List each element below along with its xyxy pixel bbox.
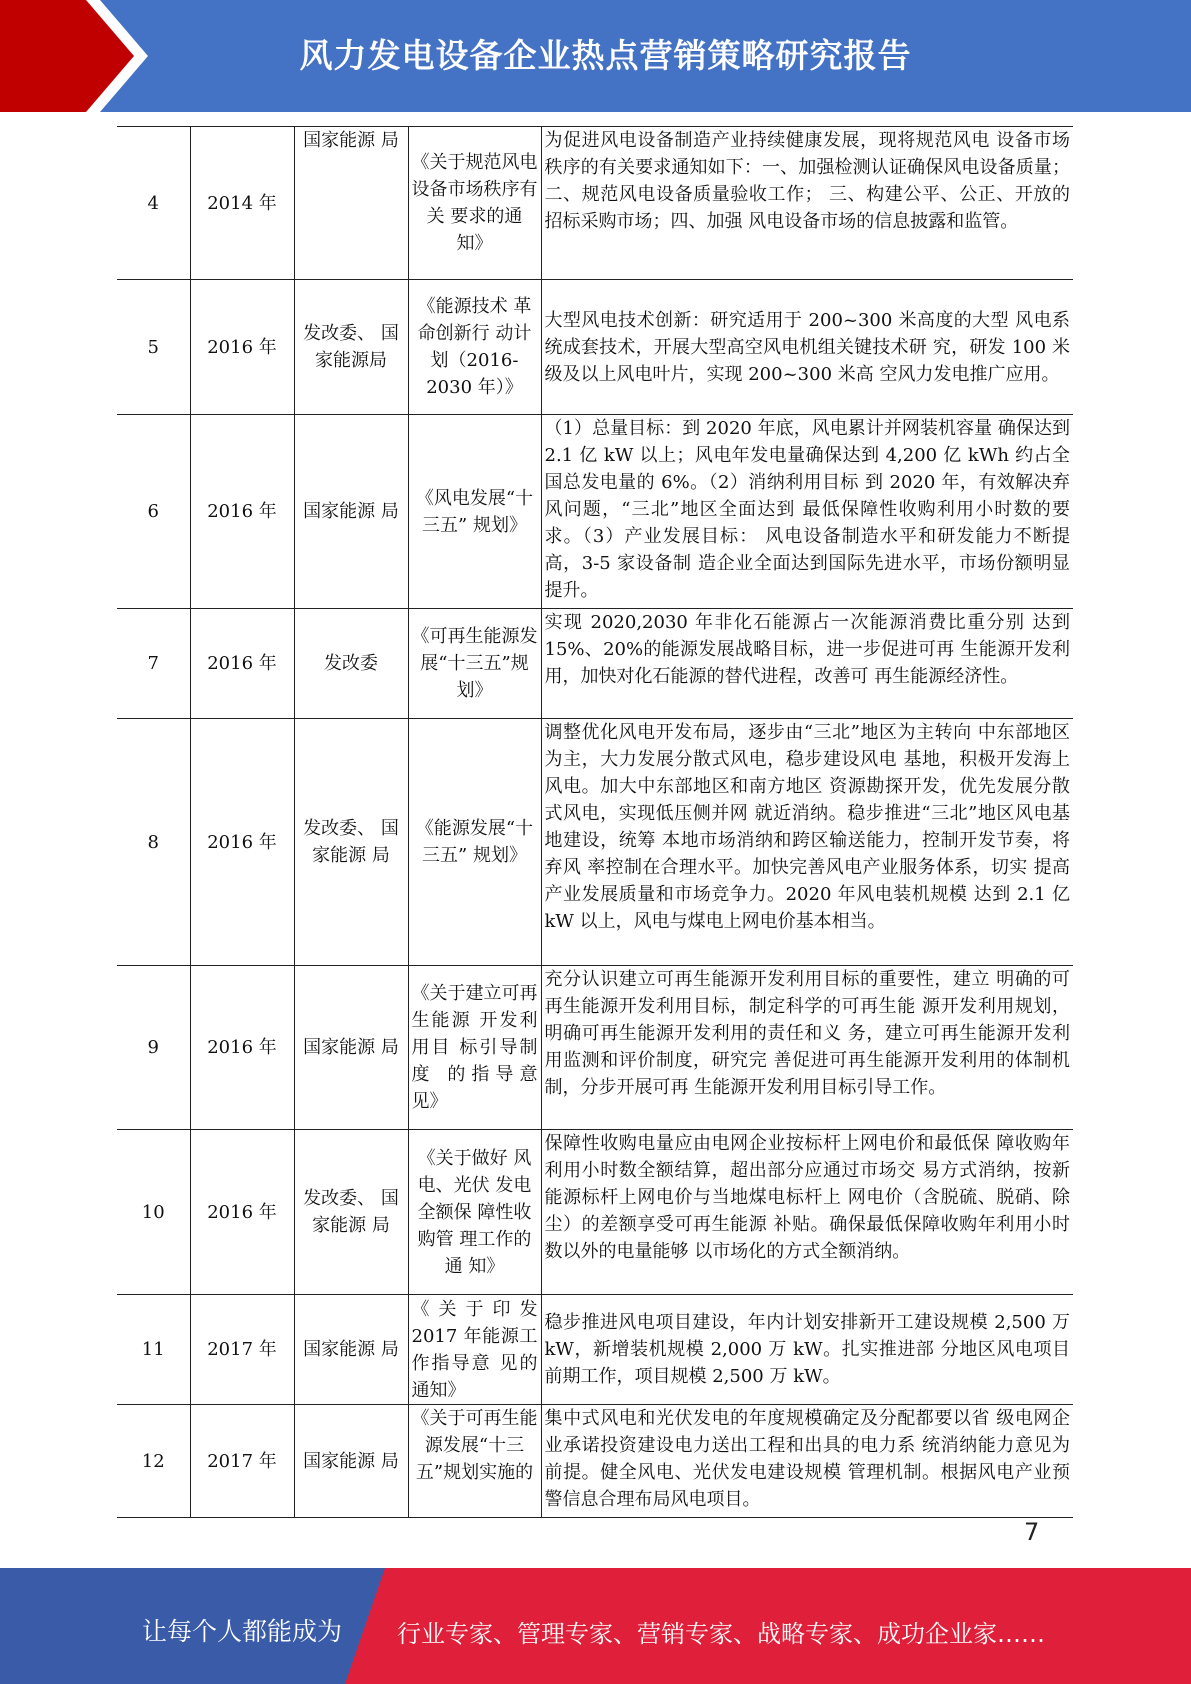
table-row — [117, 1295, 1073, 1405]
row-description: 充分认识建立可再生能源开发利用目标的重要性，建立 明确的可再生能源开发利用目标，制定科学的可再生能 源开发利用规划，明确可再生能源开发利用的责任和义 务，建立可再生能源开发利用监测和评价制度，研究完 善促进可再生能源开发利用的体制机制，分步开展可再 生能源开发利用目标引导工作。 — [541, 966, 1073, 1130]
policy-table — [117, 126, 1073, 1518]
row-department: 国家能源 局 — [294, 1405, 408, 1518]
row-document: 《能源技术 革命创新行 动计划（2016-2030 年）》 — [408, 280, 541, 415]
row-year: 2016 年 — [190, 609, 294, 719]
row-number: 4 — [117, 127, 190, 280]
table-row — [117, 966, 1073, 1130]
table-row — [117, 609, 1073, 719]
row-document: 《关于做好 风电、光伏 发电全额保 障性收购管 理工作的通 知》 — [408, 1130, 541, 1295]
table-row — [117, 1405, 1073, 1518]
row-year: 2016 年 — [190, 1130, 294, 1295]
row-description: 稳步推进风电项目建设，年内计划安排新开工建设规模 2,500 万 kW，新增装机规模 2,000 万 kW。扎实推进部 分地区风电项目前期工作，项目规模 2,500 万 kW。 — [541, 1295, 1073, 1405]
row-document: 《关于印发2017 年能源工作指导意 见的通知》 — [408, 1295, 541, 1405]
row-description: 实现 2020,2030 年非化石能源占一次能源消费比重分别 达到 15%、20%的能源发展战略目标，进一步促进可再 生能源开发利用，加快对化石能源的替代进程，改善可 再生能源经济性。 — [541, 609, 1073, 719]
row-department: 发改委 — [294, 609, 408, 719]
row-year: 2016 年 — [190, 719, 294, 966]
table-row — [117, 127, 1073, 280]
row-number: 7 — [117, 609, 190, 719]
table-row — [117, 1130, 1073, 1295]
row-department: 发改委、 国家能源 局 — [294, 1130, 408, 1295]
row-year: 2016 年 — [190, 966, 294, 1130]
footer-slogan-right: 行业专家、管理专家、营销专家、战略专家、成功企业家…… — [397, 1620, 1045, 1648]
row-year: 2017 年 — [190, 1405, 294, 1518]
row-number: 10 — [117, 1130, 190, 1295]
table-row — [117, 719, 1073, 966]
row-document: 《能源发展“十三五” 规划》 — [408, 719, 541, 966]
page-footer — [0, 1568, 1191, 1684]
row-document: 《风电发展“十三五” 规划》 — [408, 415, 541, 609]
row-number: 11 — [117, 1295, 190, 1405]
table-row — [117, 415, 1073, 609]
policy-table-container — [117, 126, 1073, 1518]
row-department: 发改委、 国家能源局 — [294, 280, 408, 415]
row-document: 《可再生能源发展“十三五”规 划》 — [408, 609, 541, 719]
row-department: 国家能源 局 — [294, 1295, 408, 1405]
row-department: 发改委、 国家能源 局 — [294, 719, 408, 966]
row-document: 《关于规范风电设备市场秩序有关 要求的通 知》 — [408, 127, 541, 280]
row-document: 《关于建立可再生能源 开发利用目 标引导制度 的指导意 见》 — [408, 966, 541, 1130]
table-row — [117, 280, 1073, 415]
row-department: 国家能源 局 — [294, 415, 408, 609]
row-description: 集中式风电和光伏发电的年度规模确定及分配都要以省 级电网企业承诺投资建设电力送出工程和出具的电力系 统消纳能力意见为前提。健全风电、光伏发电建设规模 管理机制。根据风电产业预警信息合理布局风电项目。 — [541, 1405, 1073, 1518]
row-number: 8 — [117, 719, 190, 966]
row-year: 2016 年 — [190, 415, 294, 609]
row-year: 2016 年 — [190, 280, 294, 415]
page-number: 7 — [1024, 1518, 1040, 1546]
footer-slogan-left: 让每个人都能成为 — [142, 1617, 343, 1646]
row-description: 大型风电技术创新：研究适用于 200~300 米高度的大型 风电系统成套技术，开展大型高空风电机组关键技术研 究，研发 100 米级及以上风电叶片，实现 200~300 米高 空风力发电推广应用。 — [541, 280, 1073, 415]
row-description: 保障性收购电量应由电网企业按标杆上网电价和最低保 障收购年利用小时数全额结算，超出部分应通过市场交 易方式消纳，按新能源标杆上网电价与当地煤电标杆上 网电价（含脱硫、脱硝、除尘）的差额享受可再生能源 补贴。确保最低保障收购年利用小时数以外的电量能够 以市场化的方式全额消纳。 — [541, 1130, 1073, 1295]
row-number: 9 — [117, 966, 190, 1130]
row-number: 5 — [117, 280, 190, 415]
row-number: 6 — [117, 415, 190, 609]
page-title: 风力发电设备企业热点营销策略研究报告 — [299, 36, 912, 75]
row-description: （1）总量目标：到 2020 年底，风电累计并网装机容量 确保达到 2.1 亿 kW 以上；风电年发电量确保达到 4,200 亿 kWh 约占全国总发电量的 6%。（2）消纳利用目标 到 2020 年，有效解决弃风问题，“三北”地区全面达到 最低保障性收购利用小时数的要求。（3）产业发展目标： 风电设备制造水平和研发能力不断提高，3-5 家设备制 造企业全面达到国际先进水平，市场份额明显提升。 — [541, 415, 1073, 609]
row-department: 国家能源 局 — [294, 127, 408, 280]
row-department: 国家能源 局 — [294, 966, 408, 1130]
row-document: 《关于可再生能源发展“十三五”规划实施的 — [408, 1405, 541, 1518]
row-year: 2014 年 — [190, 127, 294, 280]
row-year: 2017 年 — [190, 1295, 294, 1405]
row-description: 为促进风电设备制造产业持续健康发展，现将规范风电 设备市场秩序的有关要求通知如下：一、加强检测认证确保风电设备质量；二、规范风电设备质量验收工作； 三、构建公平、公正、开放的招标采购市场；四、加强 风电设备市场的信息披露和监管。 — [541, 127, 1073, 280]
row-description: 调整优化风电开发布局，逐步由“三北”地区为主转向 中东部地区为主，大力发展分散式风电，稳步建设风电 基地，积极开发海上风电。加大中东部地区和南方地区 资源勘探开发，优先发展分散式风电，实现低压侧并网 就近消纳。稳步推进“三北”地区风电基地建设，统筹 本地市场消纳和跨区输送能力，控制开发节奏，将弃风 率控制在合理水平。加快完善风电产业服务体系，切实 提高产业发展质量和市场竞争力。2020 年风电装机规模 达到 2.1 亿 kW 以上，风电与煤电上网电价基本相当。 — [541, 719, 1073, 966]
page-header — [0, 0, 1191, 112]
row-number: 12 — [117, 1405, 190, 1518]
